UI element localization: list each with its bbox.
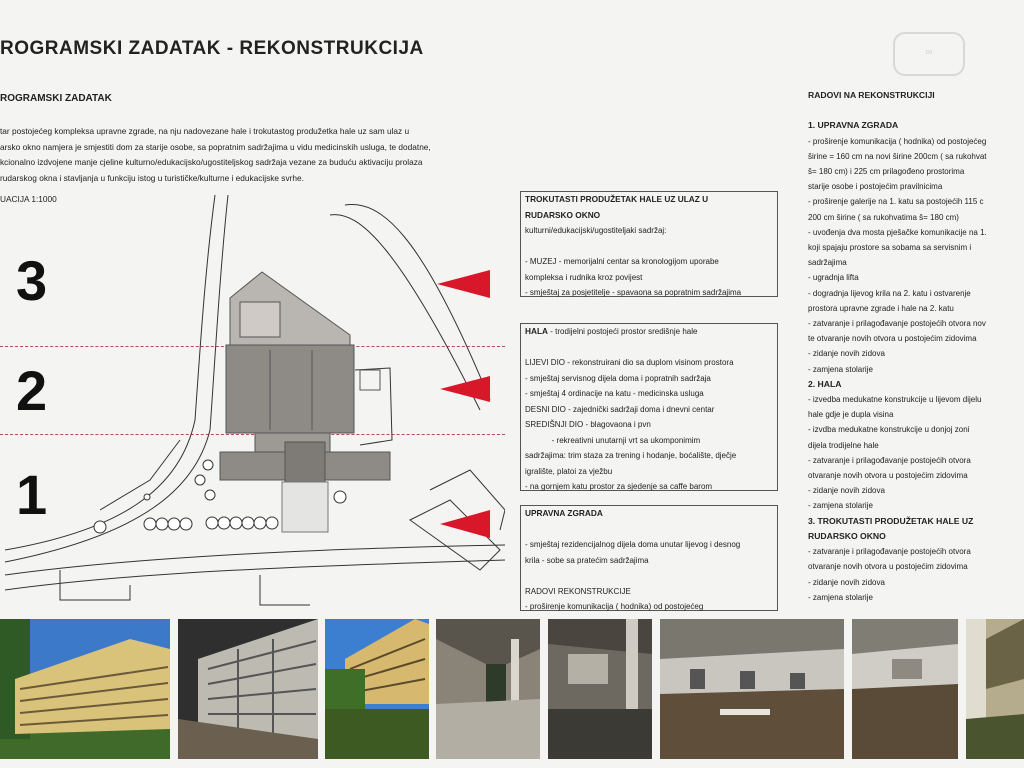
- work-item: - izvdba medukatne konstrukcije u donjoj zoni: [808, 425, 970, 435]
- photo-strip: [0, 619, 1024, 768]
- box-line: [525, 568, 773, 584]
- work-item: koji spajaju prostore sa sobama sa servisnim i: [808, 243, 972, 253]
- section-title: 3. TROKUTASTI PRODUŽETAK HALE UZ: [808, 515, 974, 526]
- work-item: š= 180 cm) i 225 cm prilagođeno prostorima: [808, 167, 965, 177]
- intro-line: rudarskog okna i stavljanja u funkciju istog u turističke/kulturne i edukacijske svrhe.: [0, 172, 304, 183]
- box-line: [525, 522, 773, 538]
- scale-label: UACIJA 1:1000: [0, 194, 57, 204]
- section-subtitle: ROGRAMSKI ZADATAK: [0, 93, 112, 104]
- work-item: - zatvaranje i prilagođavanje postojećih otvora nov: [808, 319, 986, 329]
- photo-corridor: [178, 619, 318, 759]
- box-line: - MUZEJ - memorijalni centar sa kronologijom uporabe: [525, 257, 719, 266]
- work-item: - zamjena stolarije: [808, 592, 873, 602]
- work-item: otvaranje novih otvora u postojećim zidovima: [808, 471, 968, 481]
- photo-hall-interior-2: [548, 619, 652, 759]
- work-item: dijela trodijelne hale: [808, 440, 879, 450]
- box-line: [525, 239, 773, 255]
- box-heading: UPRAVNA ZGRADA: [525, 508, 603, 518]
- intro-line: arsko okno namjera je smjestiti dom za starije osobe, sa popratnim sadržajima u vidu medicinskih usluga, te dodatne,: [0, 141, 431, 152]
- arrow-zone-1: [438, 508, 493, 540]
- zone-number-1: 1: [16, 463, 48, 526]
- photo-warehouse-interior-2: [852, 619, 958, 759]
- work-item: - zidanje novih zidova: [808, 486, 885, 496]
- box-line: SREDIŠNJI DIO - blagovaona i pvn: [525, 420, 651, 429]
- box-line: - smještaj 4 ordinacije na katu - medicinska usluga: [525, 389, 704, 398]
- box-line: - proširenje komunikacija ( hodnika) od postojećeg: [525, 602, 704, 611]
- work-item: prostora upravne zgrade i hale na 2. katu: [808, 303, 954, 313]
- intro-line: tar postojećeg kompleksa upravne zgrade, na nju nadovezane hale i trokutastog produžetka hale uz sam ulaz u: [0, 126, 410, 136]
- zone-number-3: 3: [16, 249, 48, 312]
- work-item: - zatvaranje i prilagođavanje postojećih otvora: [808, 547, 971, 557]
- work-item: hale gdje je dupla visina: [808, 410, 894, 420]
- box-line: LIJEVI DIO - rekonstruirani dio sa duplom visinom prostora: [525, 358, 734, 367]
- work-item: te otvaranje novih otvora u postojećim zidovima: [808, 334, 977, 344]
- photo-building-exterior: [0, 619, 170, 759]
- box-heading: TROKUTASTI PRODUŽETAK HALE UZ ULAZ U: [525, 194, 709, 204]
- work-item: - ugradnja lifta: [808, 273, 859, 283]
- box-line: igralište, platoi za vježbu: [525, 466, 613, 476]
- work-item: - uvođenja dva mosta pješačke komunikacije na 1.: [808, 227, 987, 237]
- box-line: krila - sobe sa pratećim sadržajima: [525, 555, 649, 565]
- box-triangular-extension: [520, 191, 778, 297]
- box-line: DESNI DIO - zajednički sadržaji doma i dnevni centar: [525, 404, 715, 414]
- work-item: - zidanje novih zidova: [808, 577, 885, 587]
- zone-number-2: 2: [16, 359, 48, 422]
- intro-line: kcionalno izdvojene manje cjeline kulturno/edukacijsko/ugostiteljskog sadržaja vezane za buduću aktivaciju prolaza: [0, 157, 423, 167]
- work-item: - dogradnja lijevog krila na 2. katu i ostvarenje: [808, 288, 971, 298]
- arrow-zone-2: [438, 374, 493, 404]
- box-line: kulturni/edukacijski/ugostiteljaki sadržaj:: [525, 226, 667, 235]
- work-item: - zidanje novih zidova: [808, 349, 885, 359]
- box-line: - na gornjem katu prostor za sjedenje sa caffe barom: [525, 482, 713, 491]
- arrow-zone-3: [435, 268, 493, 300]
- box-line: kompleksa i rudnika kroz povijest: [525, 272, 643, 282]
- box-heading: HALA: [525, 326, 549, 336]
- intro-paragraph: [0, 124, 505, 186]
- box-heading-rest: - trodijelni postojeći prostor središnje hale: [548, 327, 698, 336]
- box-heading: RUDARSKO OKNO: [525, 209, 601, 220]
- work-item: - zamjena stolarije: [808, 364, 873, 374]
- work-item: širine = 160 cm na novi širine 200cm ( sa rukohvat: [808, 151, 987, 161]
- box-line: [525, 340, 773, 356]
- box-line: - smještaj za posjetitelje - spavaona sa popratnim sadržajima: [525, 288, 742, 297]
- work-item: - proširenje galerije na 1. katu sa postojećih 115 c: [808, 197, 984, 207]
- box-line: - rekreativni unutarnji vrt sa ukomponimim: [525, 435, 701, 445]
- work-item: - proširenje komunikacija ( hodnika) od postojećeg: [808, 136, 987, 146]
- box-line: sadržajima: trim staza za trening i hodanje, boćalište, dječje: [525, 451, 737, 460]
- work-item: otvaranje novih otvora u postojećim zidovima: [808, 562, 968, 572]
- work-item: - izvedba medukatne konstrukcije u lijevom dijelu: [808, 395, 982, 405]
- photo-ruined-interior: [966, 619, 1024, 759]
- section-title: 1. UPRAVNA ZGRADA: [808, 120, 899, 131]
- section-title-cont: RUDARSKO OKNO: [808, 530, 886, 541]
- photo-building-facade: [325, 619, 429, 759]
- box-hall: [520, 323, 778, 491]
- box-line: - smještaj servisnog dijela doma i popratnih sadržaja: [525, 373, 711, 383]
- photo-hall-interior: [436, 619, 540, 759]
- page-title: ROGRAMSKI ZADATAK - REKONSTRUKCIJA: [0, 38, 424, 59]
- work-item: starije osobe i postojećim pravilnicima: [808, 182, 943, 192]
- reconstruction-works-column: [808, 88, 1024, 605]
- work-item: 200 cm širine ( sa rukohvatima š= 180 cm): [808, 212, 959, 222]
- column-heading: RADOVI NA REKONSTRUKCIJI: [808, 90, 935, 100]
- box-administrative-building: [520, 505, 778, 611]
- box-line: RADOVI REKONSTRUKCIJE: [525, 586, 631, 596]
- site-plan: [0, 190, 505, 615]
- box-line: - smještaj rezidencijalnog dijela doma unutar lijevog i desnog: [525, 540, 741, 549]
- work-item: - zamjena stolarije: [808, 501, 873, 511]
- work-item: - zatvaranje i prilagođavanje postojećih otvora: [808, 455, 971, 465]
- photo-warehouse-interior: [660, 619, 844, 759]
- watermark-logo: ∞: [893, 32, 965, 76]
- section-title: 2. HALA: [808, 378, 842, 389]
- work-item: sadržajima: [808, 258, 847, 268]
